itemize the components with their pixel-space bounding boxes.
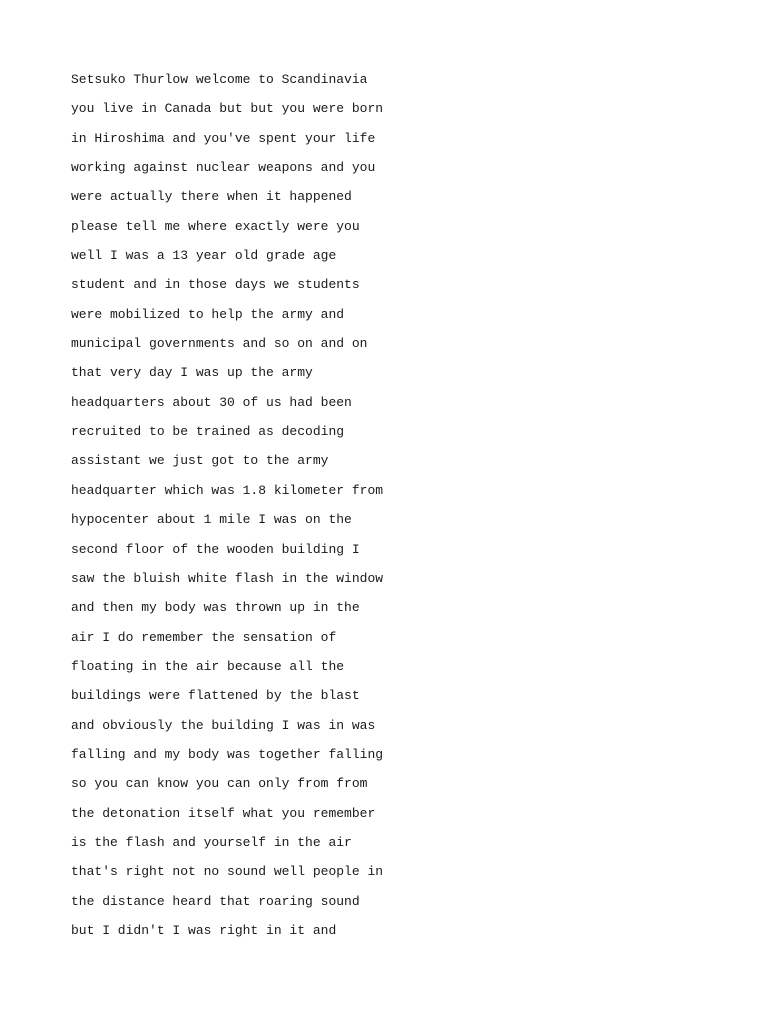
transcript-line: student and in those days we students bbox=[71, 277, 360, 293]
transcript-line: second floor of the wooden building I bbox=[71, 541, 360, 557]
transcript-line: hypocenter about 1 mile I was on the bbox=[71, 512, 352, 528]
transcript-line: but I didn't I was right in it and bbox=[71, 922, 337, 938]
transcript-line: recruited to be trained as decoding bbox=[71, 424, 345, 440]
transcript-line: saw the bluish white flash in the window bbox=[71, 570, 384, 586]
transcript-line: assistant we just got to the army bbox=[71, 453, 329, 469]
transcript-line: is the flash and yourself in the air bbox=[71, 834, 352, 850]
transcript-line: that's right not no sound well people in bbox=[71, 864, 384, 880]
transcript-line: the detonation itself what you remember bbox=[71, 805, 376, 821]
transcript-line: that very day I was up the army bbox=[71, 365, 313, 381]
transcript-line: air I do remember the sensation of bbox=[71, 629, 337, 645]
transcript-line: you live in Canada but but you were born bbox=[71, 101, 384, 117]
transcript-line: headquarter which was 1.8 kilometer from bbox=[71, 482, 384, 498]
transcript-text bbox=[71, 70, 711, 950]
transcript-line: were actually there when it happened bbox=[71, 189, 352, 205]
transcript-line: well I was a 13 year old grade age bbox=[71, 248, 337, 264]
transcript-line: and then my body was thrown up in the bbox=[71, 600, 360, 616]
transcript-line: headquarters about 30 of us had been bbox=[71, 394, 352, 410]
transcript-line: the distance heard that roaring sound bbox=[71, 893, 360, 909]
transcript-line: floating in the air because all the bbox=[71, 658, 345, 674]
transcript-line: falling and my body was together falling bbox=[71, 746, 384, 762]
transcript-line: please tell me where exactly were you bbox=[71, 218, 360, 234]
transcript-line: and obviously the building I was in was bbox=[71, 717, 376, 733]
transcript-line: buildings were flattened by the blast bbox=[71, 688, 360, 704]
transcript-line: working against nuclear weapons and you bbox=[71, 160, 376, 176]
transcript-line: Setsuko Thurlow welcome to Scandinavia bbox=[71, 72, 368, 87]
transcript-line: were mobilized to help the army and bbox=[71, 306, 345, 322]
transcript-line: in Hiroshima and you've spent your life bbox=[71, 130, 376, 146]
transcript-line: municipal governments and so on and on bbox=[71, 336, 368, 352]
transcript-line: so you can know you can only from from bbox=[71, 776, 368, 792]
